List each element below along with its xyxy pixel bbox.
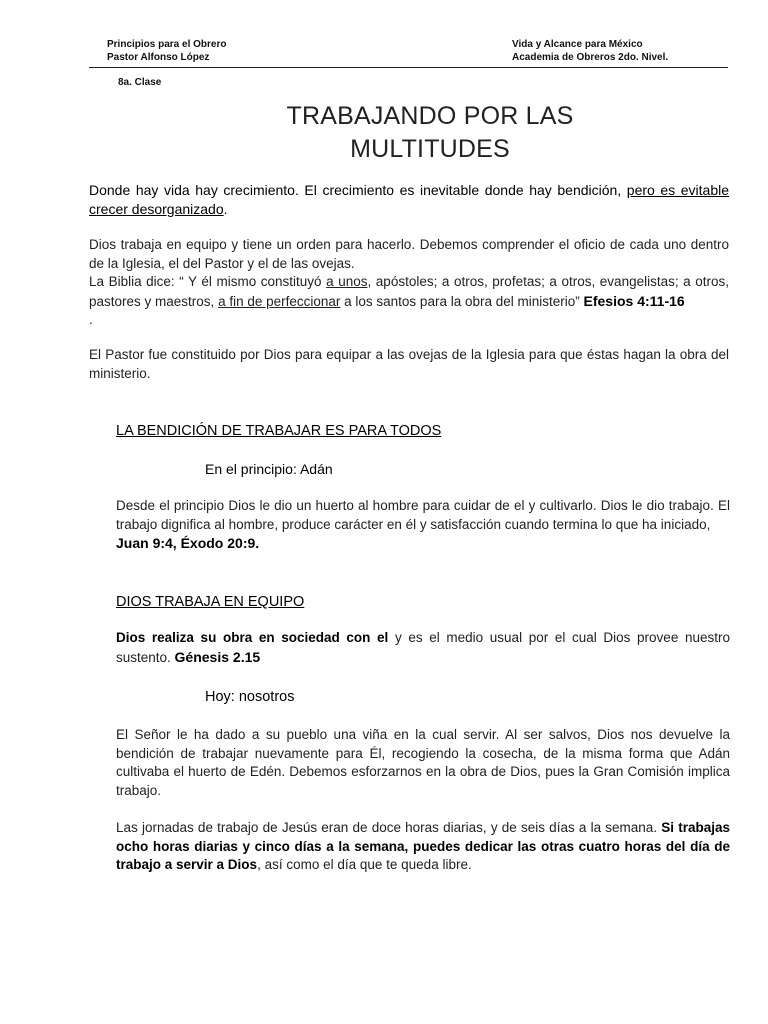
course-name: Principios para el Obrero [107, 39, 227, 50]
intro-text: Donde hay vida hay crecimiento. El crecimiento es inevitable donde hay bendición, [89, 182, 627, 198]
title-line-2: MULTITUDES [350, 135, 510, 163]
team-text: Dios trabaja en equipo y tiene un orden para hacerlo. Debemos comprender el oficio de cada uno dentro de la Iglesia, el del Pastor y el de las ovejas. [89, 237, 729, 271]
bible-text-c: a los santos para la obra del ministerio” [340, 293, 584, 309]
team-paragraph [89, 236, 729, 330]
pastor-paragraph: El Pastor fue constituido por Dios para equipar a las ovejas de la Iglesia para que éstas hagan la obra del ministerio. [89, 347, 729, 381]
genesis-reference: Génesis 2.15 [174, 648, 261, 665]
intro-underlined: pero es evitable crecer desorganizado [89, 182, 729, 217]
academy-level: Academia de Obreros 2do. Nivel. [512, 52, 669, 63]
intro-paragraph [89, 181, 729, 218]
subheading-adan: En el principio: Adán [205, 461, 333, 477]
title-line-1: TRABAJANDO POR LAS [286, 102, 574, 130]
bible-underline-1: a unos [326, 274, 368, 289]
society-paragraph [116, 629, 730, 667]
bible-reference: Efesios 4:11-16 [583, 292, 685, 309]
adan-paragraph [116, 497, 730, 553]
header-divider [89, 67, 728, 68]
intro-end: . [223, 200, 228, 217]
jesus-hours-paragraph [116, 819, 730, 875]
society-text: y es el medio usual por el cual Dios provee nuestro sustento. [116, 630, 730, 665]
jesus-hours-text: Las jornadas de trabajo de Jesús eran de doce horas diarias, y de seis días a la semana. [116, 820, 662, 835]
bible-text-a: La Biblia dice: “ Y él mismo constituyó [89, 274, 327, 289]
ministry-name: Vida y Alcance para México [512, 39, 643, 50]
adan-text: Desde el principio Dios le dio un huerto al hombre para cuidar de el y cultivarlo. Dios le dio trabajo. El trabajo dignifica al hombre, produce carácter en él y satisfacción cuando termina lo que ha iniciado, [116, 498, 730, 532]
bible-text-b: , apóstoles; a otros, profetas; a otros, evangelistas; a otros, pastores y maestros, [89, 274, 729, 309]
section-heading-blessing: LA BENDICIÓN DE TRABAJAR ES PARA TODOS [116, 423, 442, 439]
adan-reference: Juan 9:4, Éxodo 20:9. [116, 535, 260, 551]
author-name: Pastor Alfonso López [107, 52, 210, 63]
vineyard-paragraph: El Señor le ha dado a su pueblo una viña en la cual servir. Al ser salvos, Dios nos devuelve la bendición de trabajar nuevamente para Él, recogiendo la cosecha, de la misma forma que Adán cultivaba el huerto de Edén. Debemos esforzarnos en la obra de Dios, pues la Gran Comisión implica trabajo. [116, 727, 730, 798]
header-left [107, 38, 226, 64]
bible-underline-2: a fin de perfeccionar [218, 293, 341, 309]
jesus-hours-bold: Si trabajas ocho horas diarias y cinco días a la semana, puedes dedicar las otras cuatro horas del día de trabajo a servir a Dios [116, 820, 730, 872]
page-title [200, 100, 660, 166]
society-bold: Dios realiza su obra en sociedad con el [116, 630, 389, 645]
class-number: 8a. Clase [118, 77, 162, 88]
header-right [512, 38, 668, 64]
section-heading-team: DIOS TRABAJA EN EQUIPO [116, 594, 305, 610]
jesus-hours-end: , así como el día que te queda libre. [257, 857, 472, 872]
subheading-hoy: Hoy: nosotros [205, 689, 295, 705]
stray-dot: . [89, 312, 93, 327]
